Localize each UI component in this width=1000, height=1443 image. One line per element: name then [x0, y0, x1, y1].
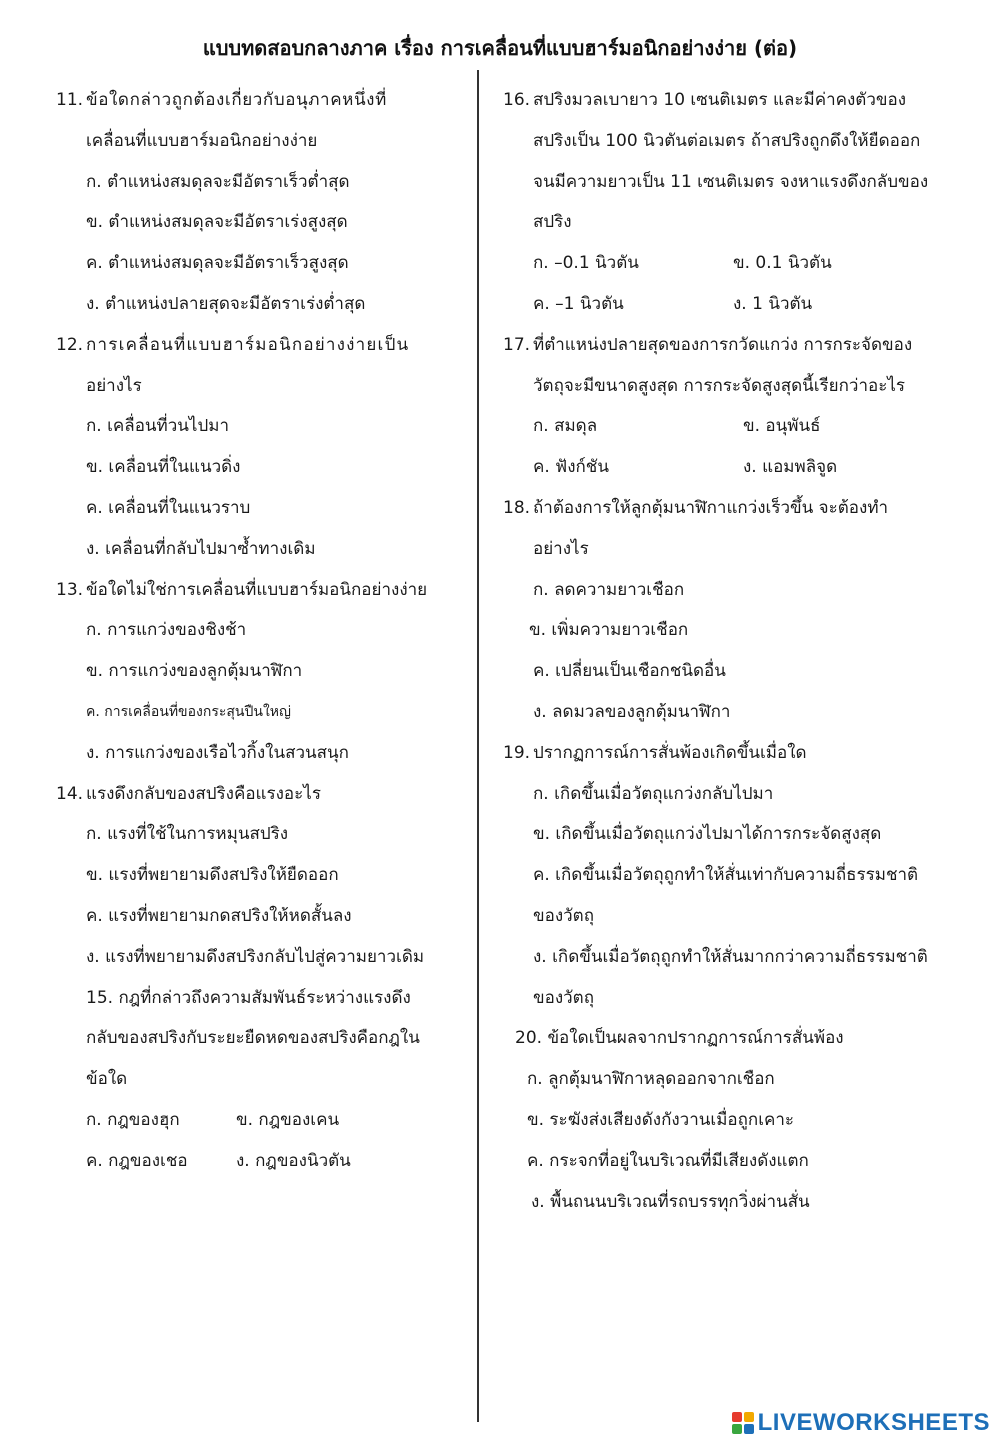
option-d[interactable]: ง. ลดมวลของลูกตุ้มนาฬิกา [533, 701, 731, 722]
question-text: การเคลื่อนที่แบบฮาร์มอนิกอย่างง่ายเป็น [86, 334, 410, 355]
question-14 [56, 774, 461, 978]
liveworksheets-logo [732, 1409, 990, 1437]
question-20 [503, 1018, 973, 1222]
option-a[interactable]: ก. เคลื่อนที่วนไปมา [86, 416, 229, 437]
question-number: 18. [503, 497, 531, 518]
question-number: 12. [56, 334, 84, 355]
question-12 [56, 325, 461, 570]
option-d[interactable]: ง. ตำแหน่งปลายสุดจะมีอัตราเร่งต่ำสุด [86, 293, 366, 314]
question-text: ถ้าต้องการให้ลูกตุ้มนาฬิกาแกว่งเร็วขึ้น จะต้องทำ [533, 497, 889, 518]
option-a[interactable]: ก. กฎของฮุก [86, 1109, 180, 1130]
question-17 [503, 325, 973, 488]
question-text-continued: วัตถุจะมีขนาดสูงสุด การกระจัดสูงสุดนี้เรียกว่าอะไร [533, 375, 906, 396]
option-c[interactable]: ค. กฎของเชอ [86, 1150, 188, 1171]
question-text: 15. กฎที่กล่าวถึงความสัมพันธ์ระหว่างแรงดึง [86, 987, 411, 1008]
option-c-continued: ของวัตถุ [533, 905, 595, 926]
option-b[interactable]: ข. เคลื่อนที่ในแนวดิ่ง [86, 457, 241, 478]
question-text: ข้อใดกล่าวถูกต้องเกี่ยวกับอนุภาคหนึ่งที่ [86, 90, 387, 110]
column-divider [477, 70, 479, 1422]
logo-text: LIVEWORKSHEETS [757, 1409, 990, 1436]
question-number: 19. [503, 742, 531, 763]
question-number: 14. [56, 783, 84, 804]
option-c[interactable]: ค. เปลี่ยนเป็นเชือกชนิดอื่น [533, 661, 726, 682]
option-d[interactable]: ง. แอมพลิจูด [743, 457, 838, 478]
option-b[interactable]: ข. เพิ่มความยาวเชือก [529, 620, 689, 641]
question-text: ปรากฏการณ์การสั่นพ้องเกิดขึ้นเมื่อใด [533, 742, 807, 763]
option-b[interactable]: ข. แรงที่พยายามดึงสปริงให้ยืดออก [86, 865, 339, 886]
option-a[interactable]: ก. การแกว่งของชิงช้า [86, 620, 247, 641]
question-text-continued: จนมีความยาวเป็น 11 เซนติเมตร จงหาแรงดึงกลับของ [533, 171, 929, 192]
option-d[interactable]: ง. การแกว่งของเรือไวกิ้งในสวนสนุก [86, 742, 349, 763]
option-b[interactable]: ข. การแกว่งของลูกตุ้มนาฬิกา [86, 661, 303, 682]
option-b[interactable]: ข. เกิดขึ้นเมื่อวัตถุแกว่งไปมาได้การกระจัดสูงสุด [533, 824, 882, 845]
option-d[interactable]: ง. 1 นิวตัน [733, 293, 813, 314]
question-13 [56, 570, 461, 774]
option-d[interactable]: ง. แรงที่พยายามดึงสปริงกลับไปสู่ความยาวเดิม [86, 946, 425, 967]
option-d[interactable]: ง. เคลื่อนที่กลับไปมาซ้ำทางเดิม [86, 538, 316, 559]
question-text-continued: กลับของสปริงกับระยะยืดหดของสปริงคือกฎใน [86, 1028, 420, 1049]
question-text: 20. ข้อใดเป็นผลจากปรากฏการณ์การสั่นพ้อง [515, 1028, 844, 1049]
logo-mark-icon [732, 1412, 754, 1434]
option-c[interactable]: ค. เกิดขึ้นเมื่อวัตถุถูกทำให้สั่นเท่ากับความถี่ธรรมชาติ [533, 865, 919, 886]
option-a[interactable]: ก. เกิดขึ้นเมื่อวัตถุแกว่งกลับไปมา [533, 783, 774, 804]
option-b[interactable]: ข. 0.1 นิวตัน [733, 253, 832, 274]
left-column [56, 80, 461, 1182]
option-d[interactable]: ง. เกิดขึ้นเมื่อวัตถุถูกทำให้สั่นมากกว่าความถี่ธรรมชาติ [533, 946, 928, 967]
question-number: 17. [503, 334, 531, 355]
question-text: สปริงมวลเบายาว 10 เซนติเมตร และมีค่าคงตัวของ [533, 90, 907, 110]
question-text: ข้อใดไม่ใช่การเคลื่อนที่แบบฮาร์มอนิกอย่างง่าย [86, 579, 428, 600]
question-text: แรงดึงกลับของสปริงคือแรงอะไร [86, 783, 321, 804]
option-a[interactable]: ก. ตำแหน่งสมดุลจะมีอัตราเร็วต่ำสุด [86, 171, 350, 192]
question-number: 16. [503, 90, 531, 110]
right-column [503, 80, 973, 1222]
option-a[interactable]: ก. –0.1 นิวตัน [533, 253, 639, 274]
logo-square [744, 1412, 754, 1422]
option-c[interactable]: ค. แรงที่พยายามกดสปริงให้หดสั้นลง [86, 905, 352, 926]
question-text-continued: สปริง [533, 212, 572, 233]
question-text-continued: เคลื่อนที่แบบฮาร์มอนิกอย่างง่าย [86, 130, 318, 151]
option-d-continued: ของวัตถุ [533, 987, 595, 1008]
question-text-continued: ข้อใด [86, 1069, 128, 1090]
question-number: 11. [56, 90, 84, 110]
logo-square [744, 1424, 754, 1434]
option-c[interactable]: ค. กระจกที่อยู่ในบริเวณที่มีเสียงดังแตก [527, 1150, 809, 1171]
option-a[interactable]: ก. สมดุล [533, 416, 598, 437]
question-16 [503, 80, 973, 325]
option-a[interactable]: ก. แรงที่ใช้ในการหมุนสปริง [86, 824, 289, 845]
option-d[interactable]: ง. พื้นถนนบริเวณที่รถบรรทุกวิ่งผ่านสั่น [531, 1191, 810, 1212]
question-number: 13. [56, 579, 84, 600]
question-text-continued: อย่างไร [533, 538, 589, 559]
question-text-continued: อย่างไร [86, 375, 142, 396]
question-19 [503, 733, 973, 1019]
option-c[interactable]: ค. –1 นิวตัน [533, 293, 624, 314]
option-b[interactable]: ข. ตำแหน่งสมดุลจะมีอัตราเร่งสูงสุด [86, 212, 348, 233]
question-15 [56, 978, 461, 1182]
page-title: แบบทดสอบกลางภาค เรื่อง การเคลื่อนที่แบบฮาร์มอนิกอย่างง่าย (ต่อ) [202, 36, 798, 60]
option-d[interactable]: ง. กฎของนิวตัน [236, 1150, 351, 1171]
logo-square [732, 1424, 742, 1434]
option-c[interactable]: ค. ฟังก์ชัน [533, 457, 609, 478]
option-b[interactable]: ข. ระฆังส่งเสียงดังกังวานเมื่อถูกเคาะ [527, 1109, 795, 1130]
question-11 [56, 80, 461, 325]
option-b[interactable]: ข. กฎของเคน [236, 1109, 340, 1130]
option-c[interactable]: ค. การเคลื่อนที่ของกระสุนปืนใหญ่ [86, 703, 291, 720]
option-c[interactable]: ค. เคลื่อนที่ในแนวราบ [86, 497, 251, 518]
option-a[interactable]: ก. ลดความยาวเชือก [533, 579, 685, 600]
option-b[interactable]: ข. อนุพันธ์ [743, 416, 821, 437]
option-a[interactable]: ก. ลูกตุ้มนาฬิกาหลุดออกจากเชือก [527, 1069, 775, 1090]
question-18 [503, 488, 973, 733]
question-text: ที่ตำแหน่งปลายสุดของการกวัดแกว่ง การกระจัดของ [533, 334, 913, 355]
option-c[interactable]: ค. ตำแหน่งสมดุลจะมีอัตราเร็วสูงสุด [86, 253, 349, 274]
logo-square [732, 1412, 742, 1422]
question-text-continued: สปริงเป็น 100 นิวตันต่อเมตร ถ้าสปริงถูกดึงให้ยืดออก [533, 130, 921, 151]
